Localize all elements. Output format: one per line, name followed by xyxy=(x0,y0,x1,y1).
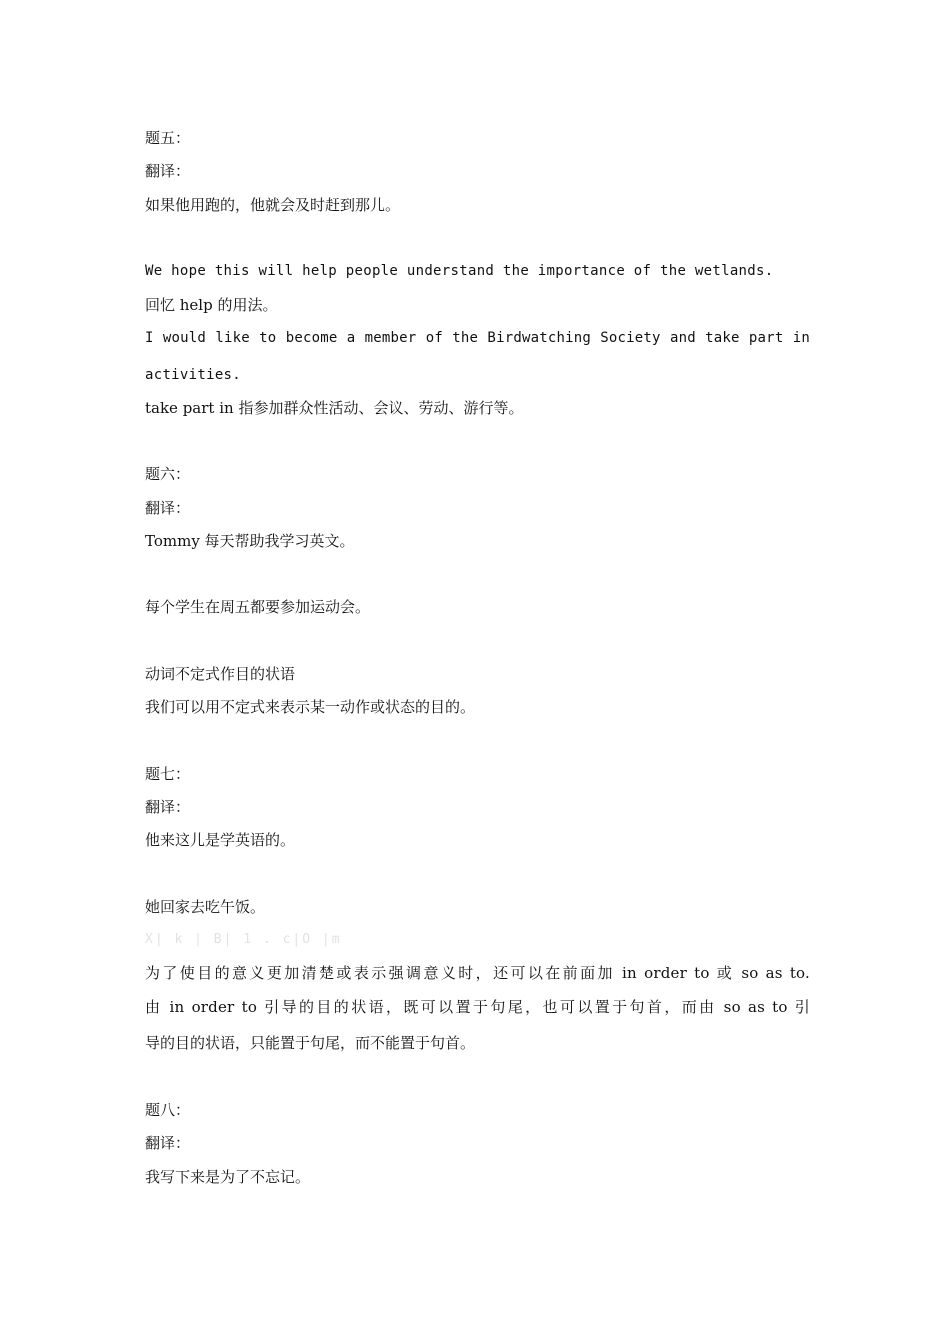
grammar-title: 动词不定式作目的状语 xyxy=(145,665,296,683)
chinese-sentence: 每个学生在周五都要参加运动会。 xyxy=(145,598,371,616)
grammar-note: 回忆 help 的用法。 xyxy=(145,296,278,314)
english-sentence: I would like to become a member of the Birdwatching Society and take part in xyxy=(145,330,810,346)
translate-label: 翻译： xyxy=(145,1134,191,1152)
chinese-sentence: 我写下来是为了不忘记。 xyxy=(145,1168,311,1186)
grammar-explanation: 为了使目的意义更加清楚或表示强调意义时，还可以在前面加 in order to 或 so as to. xyxy=(145,964,810,982)
grammar-explanation: 导的目的状语，只能置于句尾，而不能置于句首。 xyxy=(145,1034,476,1052)
section-heading-5: 题五： xyxy=(145,129,191,147)
chinese-sentence: 她回家去吃午饭。 xyxy=(145,898,266,916)
grammar-description: 我们可以用不定式来表示某一动作或状态的目的。 xyxy=(145,698,476,716)
chinese-sentence: Tommy 每天帮助我学习英文。 xyxy=(145,532,355,550)
translate-label: 翻译： xyxy=(145,798,191,816)
grammar-explanation: 由 in order to 引导的目的状语，既可以置于句尾，也可以置于句首，而由 so as to 引 xyxy=(145,998,810,1016)
section-heading-8: 题八： xyxy=(145,1101,191,1119)
grammar-note: take part in 指参加群众性活动、会议、劳动、游行等。 xyxy=(145,399,524,417)
english-sentence-continued: activities. xyxy=(145,367,242,383)
chinese-sentence: 他来这儿是学英语的。 xyxy=(145,831,296,849)
translate-label: 翻译： xyxy=(145,499,191,517)
translate-label: 翻译： xyxy=(145,162,191,180)
watermark-text: X| k | B| 1 . c|O |m xyxy=(145,932,342,947)
chinese-sentence: 如果他用跑的，他就会及时赶到那儿。 xyxy=(145,196,401,214)
section-heading-6: 题六： xyxy=(145,465,191,483)
section-heading-7: 题七： xyxy=(145,765,191,783)
english-sentence: We hope this will help people understand the importance of the wetlands. xyxy=(145,263,774,279)
